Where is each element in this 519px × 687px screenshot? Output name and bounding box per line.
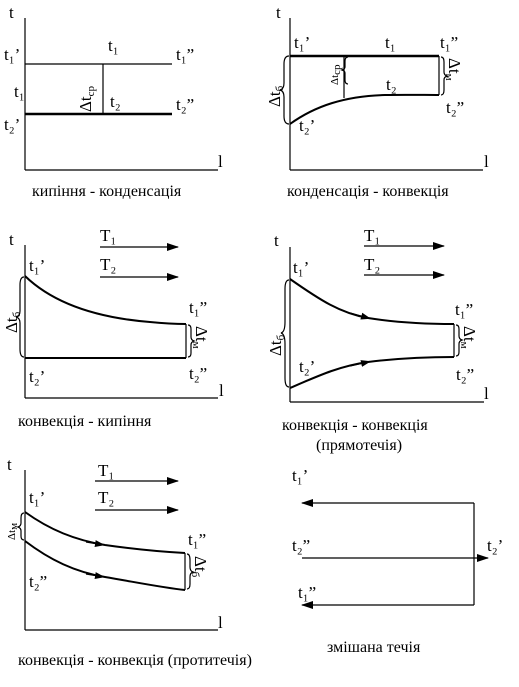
- panel-convection-convection-parallel: [266, 226, 489, 454]
- caption: конвекція - конвекція (протитечія): [18, 652, 252, 669]
- label-dt-mean: [76, 85, 97, 112]
- label-t1-inlet: t₁’: [292, 466, 309, 485]
- caption: змішана течія: [327, 639, 421, 656]
- label-t1-outlet: t₁”: [440, 33, 459, 52]
- label-t1: t₁: [108, 36, 119, 55]
- svg-text:Δtм: Δtм: [190, 326, 211, 349]
- label-T2: T₂: [364, 255, 381, 274]
- svg-text:Δtм: Δtм: [443, 58, 464, 81]
- label-t2-outlet: t₂”: [292, 536, 311, 555]
- label-T2: T₂: [100, 255, 117, 274]
- label-t2-inlet: t₂’: [299, 116, 316, 135]
- label-t1-outlet: t₁”: [188, 530, 207, 549]
- label-T2: T₂: [98, 488, 115, 507]
- label-t1-inlet: t₁’: [29, 488, 46, 507]
- svg-text:Δtср: Δtср: [329, 64, 343, 85]
- label-t1: t₁: [385, 33, 396, 52]
- svg-text:Δtср: Δtср: [76, 85, 97, 112]
- label-dt-mean: [329, 64, 343, 85]
- label-t2-outlet: t₂”: [189, 364, 208, 383]
- hot-fluid-curve: [25, 512, 185, 553]
- label-t2-outlet: t₂”: [456, 365, 475, 384]
- label-t2-outlet: t₂”: [446, 98, 465, 117]
- svg-text:Δtм: Δtм: [6, 522, 20, 540]
- label-dt-large: [265, 85, 286, 107]
- hot-fluid-curve: [25, 276, 186, 324]
- label-dt-small: [190, 326, 211, 349]
- label-t1-outlet: t₁”: [455, 300, 474, 319]
- brace-dt-large: [281, 280, 289, 387]
- label-dt-small: [6, 523, 20, 540]
- flow-direction-cold: [350, 362, 370, 367]
- label-t1-left: t₁: [14, 82, 25, 101]
- label-t1-outlet: t₁”: [298, 583, 317, 602]
- caption: конвекція - кипіння: [18, 413, 152, 430]
- axis-label-l: l: [484, 152, 489, 171]
- panel-mixed-flow: [292, 466, 503, 656]
- cold-fluid-curve: [25, 541, 185, 590]
- panel-convection-convection-counterflow: [6, 455, 252, 669]
- label-dt-small: [458, 326, 479, 349]
- label-t1-inlet: t₁’: [29, 256, 46, 275]
- axis-label-t: t: [276, 3, 281, 22]
- label-t1-inlet: t₁’: [293, 258, 310, 277]
- label-T1: T₁: [100, 226, 117, 245]
- svg-text:Δtб: Δtб: [2, 311, 23, 333]
- axis-label-t: t: [9, 3, 14, 22]
- label-T1: T₁: [364, 226, 381, 245]
- label-dt-large: [266, 334, 287, 356]
- label-dt-large: [189, 556, 210, 578]
- label-t2-inlet: t₂’: [29, 367, 46, 386]
- axis-label-t: t: [7, 455, 12, 474]
- label-t1-inlet: t₁’: [294, 33, 311, 52]
- label-t2: t₂: [386, 75, 397, 94]
- label-T1: T₁: [98, 461, 115, 480]
- axis-label-t: t: [9, 230, 14, 249]
- axis-label-l: l: [484, 384, 489, 403]
- svg-text:Δtб: Δtб: [265, 85, 286, 107]
- caption: кипіння - конденсація: [32, 183, 182, 200]
- label-t1-outlet: t₁”: [176, 45, 195, 64]
- label-t2-inlet: t₂’: [4, 115, 21, 134]
- svg-text:Δtб: Δtб: [266, 334, 287, 356]
- svg-text:Δtм: Δtм: [458, 326, 479, 349]
- label-t2: t₂: [110, 92, 121, 111]
- hot-fluid-curve: [290, 279, 454, 324]
- label-dt-small: [443, 58, 464, 81]
- svg-text:Δtб: Δtб: [189, 556, 210, 578]
- label-t1-inlet: t₁’: [4, 45, 21, 64]
- label-dt-large: [2, 311, 23, 333]
- axis-label-l: l: [218, 613, 223, 632]
- axis-label-l: l: [218, 152, 223, 171]
- label-t2-outlet: t₂”: [176, 95, 195, 114]
- caption-subtitle: (прямотечія): [316, 437, 403, 454]
- axis-label-l: l: [219, 381, 224, 400]
- label-t2-outlet: t₂”: [29, 572, 48, 591]
- label-t2-inlet: t₂’: [299, 357, 316, 376]
- caption: конвекція - конвекція: [282, 417, 428, 434]
- flow-direction-hot: [350, 313, 370, 319]
- panel-condensation-convection: [265, 3, 489, 200]
- label-t1-outlet: t₁”: [189, 298, 208, 317]
- label-t2-inlet: t₂’: [487, 536, 504, 555]
- axis-label-t: t: [274, 231, 279, 250]
- panel-boiling-condensation: [4, 3, 223, 200]
- panel-convection-boiling: [2, 226, 224, 430]
- caption: конденсація - конвекція: [287, 183, 449, 200]
